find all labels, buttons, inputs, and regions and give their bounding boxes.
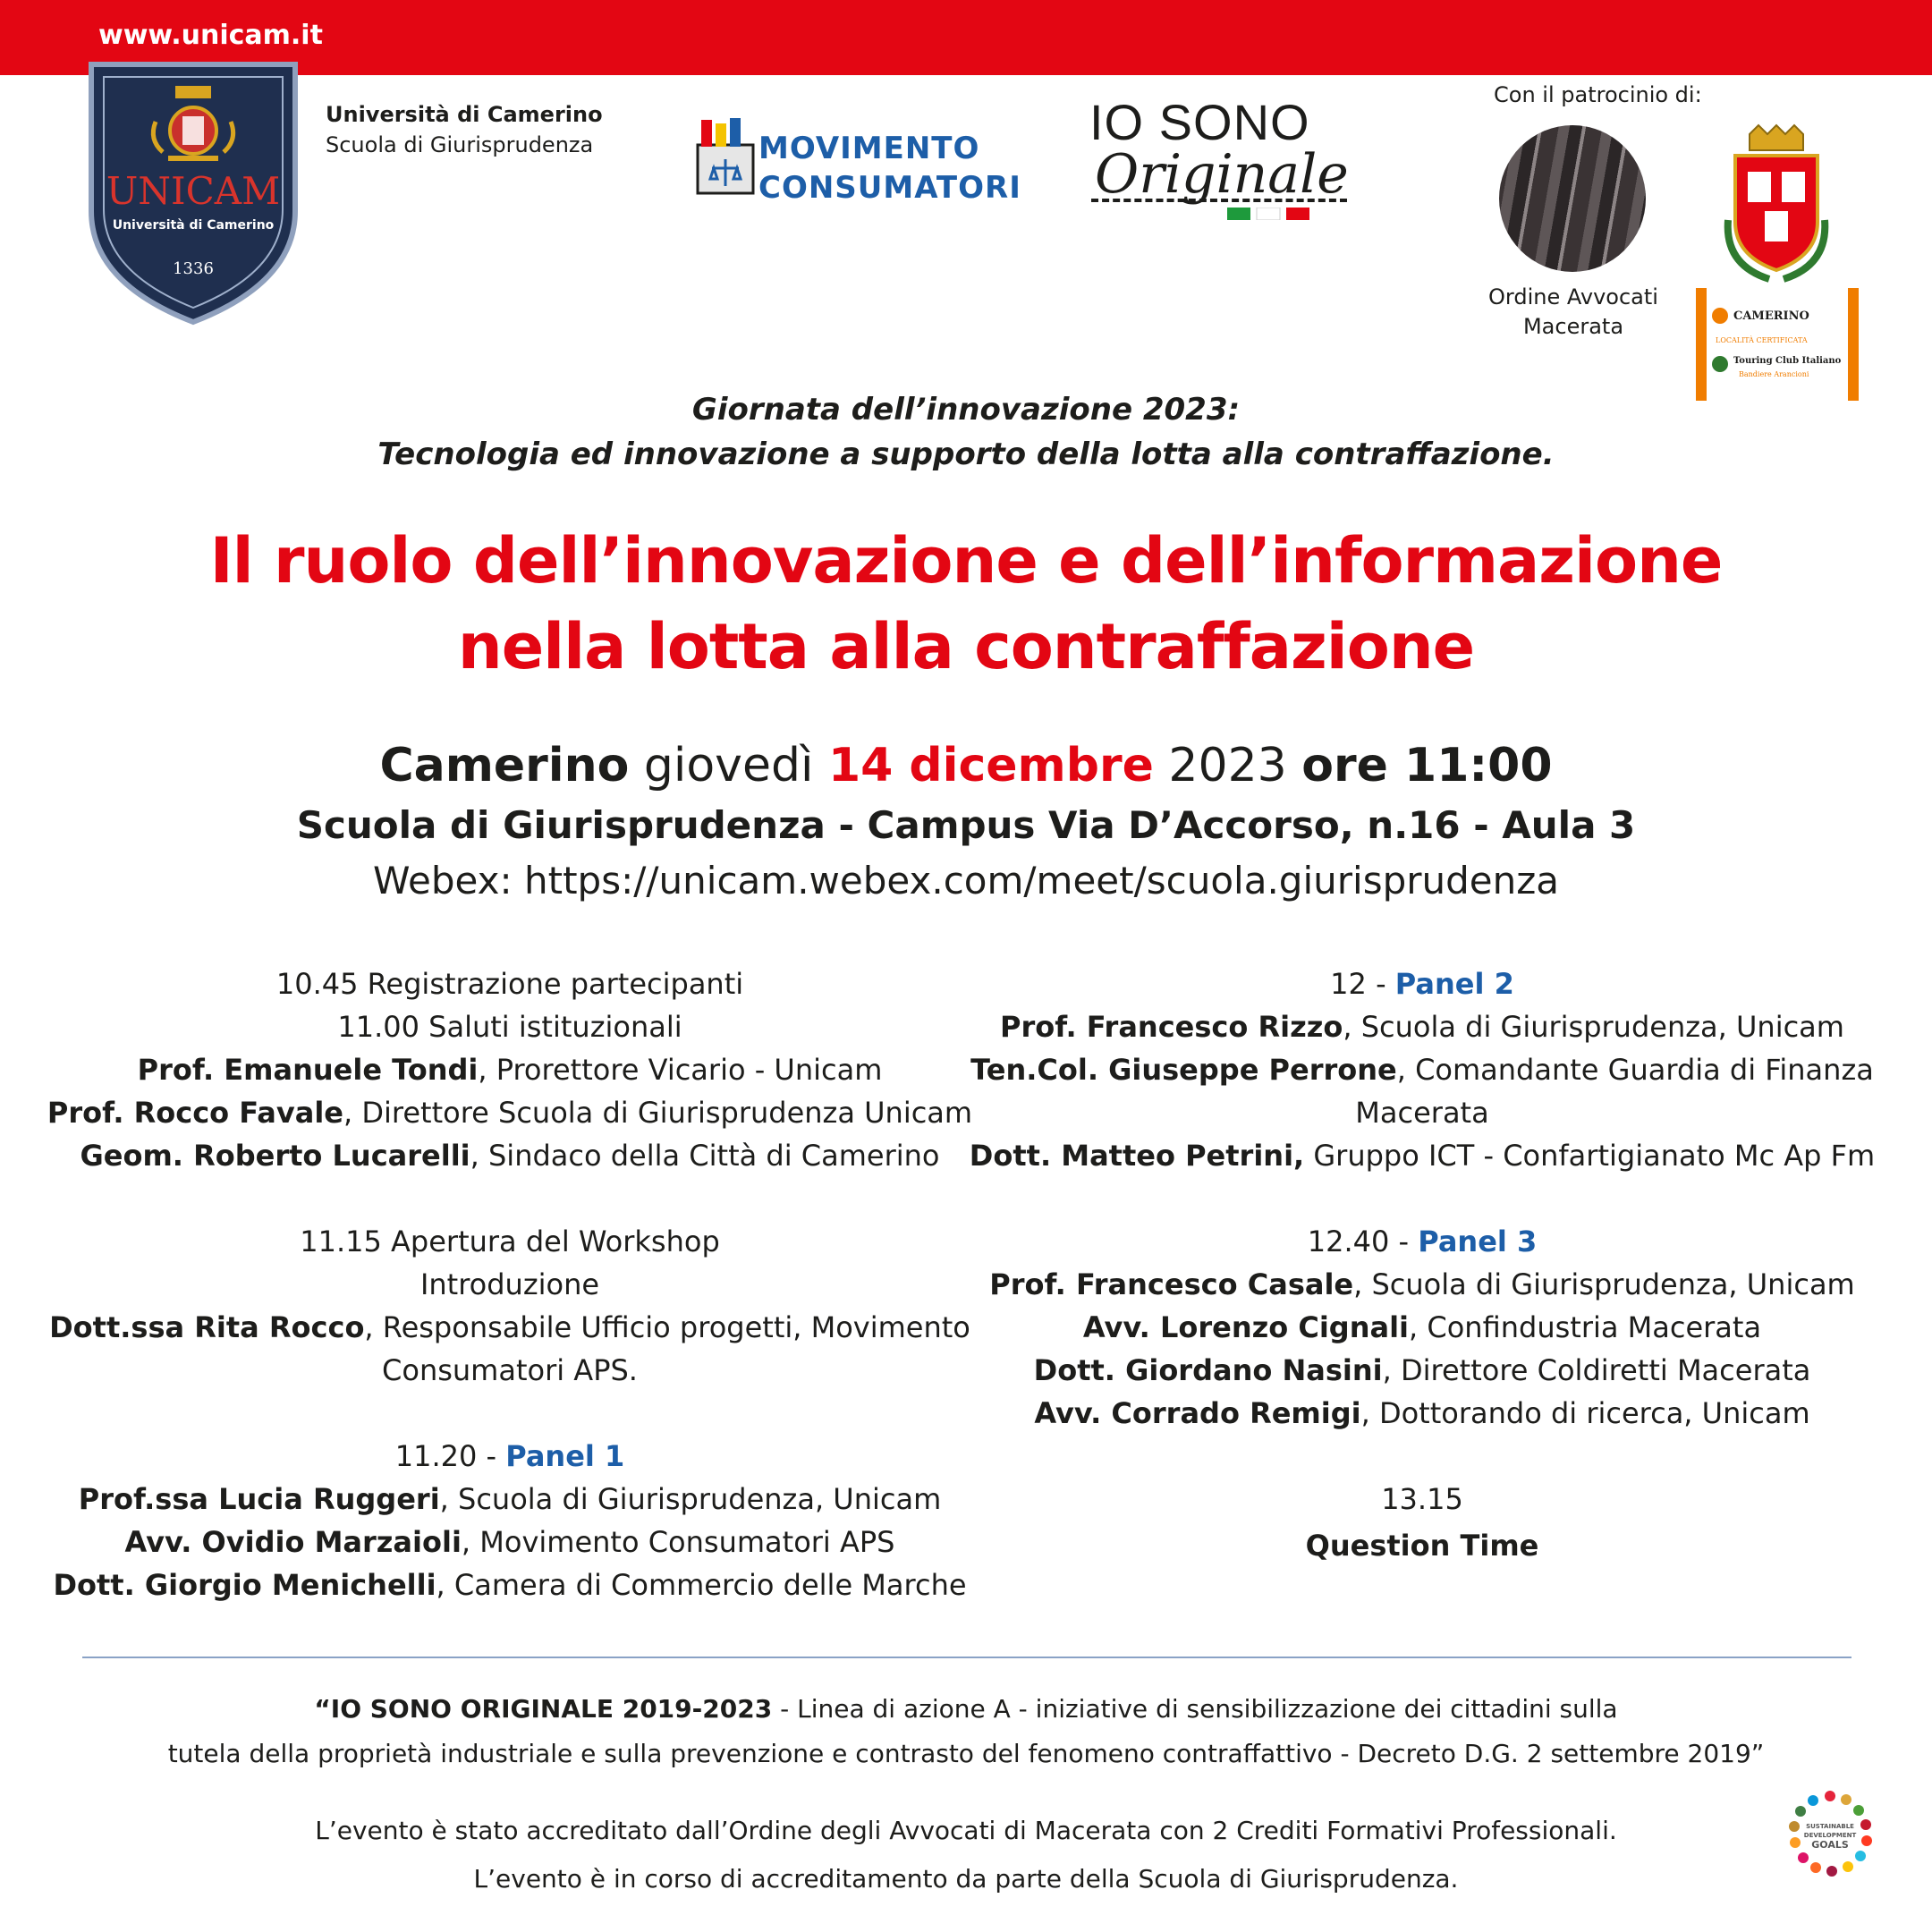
- speaker-name: Panel 2: [1394, 967, 1514, 1001]
- panel-1-heading: [18, 1435, 1002, 1478]
- italian-flag-icon: [1227, 208, 1309, 220]
- speaker-name: Prof. Francesco Rizzo: [1000, 1010, 1343, 1044]
- speaker-row: [18, 1091, 1002, 1134]
- unicam-logo-name: UNICAM: [106, 169, 281, 213]
- speaker-name: Panel 3: [1418, 1224, 1538, 1258]
- sdg-wheel-icon: [1785, 1789, 1875, 1878]
- speaker-role: , Prorettore Vicario - Unicam: [478, 1053, 883, 1087]
- panel-3-heading: [930, 1220, 1914, 1263]
- footer-quote-bold: “IO SONO ORIGINALE 2019-2023: [314, 1694, 773, 1724]
- speaker-name: Prof. Emanuele Tondi: [137, 1053, 479, 1087]
- speaker-name: Dott. Giordano Nasini: [1033, 1353, 1383, 1387]
- event-title-2: nella lotta alla contraffazione: [457, 610, 1475, 683]
- speaker-name: Dott.ssa Rita Rocco: [49, 1310, 365, 1344]
- event-city: Camerino: [379, 739, 630, 792]
- speaker-row: [18, 1521, 1002, 1563]
- speaker-row: [930, 1263, 1914, 1306]
- speaker-role: , Confindustria Macerata: [1409, 1310, 1762, 1344]
- footer-accreditation-1: L’evento è stato accreditato dall’Ordine degli Avvocati di Macerata con 2 Crediti Formativi Professionali.: [315, 1816, 1617, 1845]
- speaker-row: [930, 1134, 1914, 1177]
- apertura-item: 11.15 Apertura del Workshop: [300, 1224, 720, 1258]
- saluti-item: 11.00 Saluti istituzionali: [337, 1010, 682, 1044]
- speaker-role: , Scuola di Giurisprudenza, Unicam: [1343, 1010, 1844, 1044]
- speaker-role: , Camera di Commercio delle Marche: [436, 1568, 967, 1602]
- speaker-role: , Responsabile Ufficio progetti, Movimento: [364, 1310, 970, 1344]
- io-sono-logo-line1: IO SONO: [1089, 94, 1310, 150]
- event-time: ore 11:00: [1301, 739, 1553, 792]
- speaker-row: [930, 1349, 1914, 1392]
- event-weekday: giovedì: [643, 739, 814, 792]
- speaker-role: , Scuola di Giurisprudenza, Unicam: [1353, 1267, 1855, 1301]
- speaker-role: Gruppo ICT - Confartigianato Mc Ap Fm: [1304, 1139, 1876, 1173]
- program-right-column: [930, 962, 1914, 1567]
- speaker-row: [930, 1306, 1914, 1349]
- university-name: Università di Camerino: [326, 102, 603, 127]
- speaker-role: , Direttore Scuola di Giurisprudenza Unicam: [343, 1096, 973, 1130]
- io-sono-dashed-line: [1091, 199, 1347, 202]
- touring-club-icon: [1712, 356, 1728, 372]
- event-location: Scuola di Giurisprudenza - Campus Via D’Accorso, n.16 - Aula 3: [296, 803, 1636, 847]
- camerino-crest-icon: [1716, 122, 1837, 283]
- footer-quote-line1: [0, 1694, 1932, 1724]
- speaker-row: [930, 1005, 1914, 1048]
- unicam-logo-year: 1336: [173, 259, 214, 278]
- speaker-role: , Sindaco della Città di Camerino: [470, 1139, 940, 1173]
- speaker-row: [18, 1563, 1002, 1606]
- speaker-name: Prof.ssa Lucia Ruggeri: [78, 1482, 440, 1516]
- sign-flags: Bandiere Arancioni: [1739, 370, 1809, 378]
- speaker-role: 12.40 -: [1307, 1224, 1419, 1258]
- footer-quote-line2: tutela della proprietà industriale e sulla prevenzione e contrasto del fenomeno contraffattivo - Decreto D.G. 2 settembre 2019”: [167, 1739, 1765, 1768]
- speaker-name: Geom. Roberto Lucarelli: [80, 1139, 470, 1173]
- speaker-role: , Comandante Guardia di Finanza: [1396, 1053, 1874, 1087]
- speaker-row: [930, 1048, 1914, 1091]
- speaker-name: Panel 1: [505, 1439, 625, 1473]
- speaker-role: , Scuola di Giurisprudenza, Unicam: [439, 1482, 942, 1516]
- event-year: 2023: [1168, 739, 1287, 792]
- event-date-line: [0, 739, 1932, 792]
- speaker-name: Avv. Corrado Remigi: [1034, 1396, 1361, 1430]
- university-school: Scuola di Giurisprudenza: [326, 132, 594, 157]
- speaker-row-cont: Consumatori APS.: [382, 1353, 638, 1387]
- website-url[interactable]: www.unicam.it: [98, 20, 323, 51]
- speaker-role: , Movimento Consumatori APS: [461, 1525, 895, 1559]
- speaker-role: , Dottorando di ricerca, Unicam: [1360, 1396, 1810, 1430]
- movimento-line1: MOVIMENTO: [758, 131, 980, 166]
- ordine-avvocati-logo: [1499, 125, 1646, 272]
- speaker-name: Avv. Ovidio Marzaioli: [124, 1525, 462, 1559]
- question-time-label: Question Time: [1305, 1529, 1539, 1563]
- footer-divider: [82, 1657, 1852, 1658]
- speaker-row: [18, 1134, 1002, 1177]
- sign-city: CAMERINO: [1733, 309, 1809, 323]
- sdg-line2: DEVELOPMENT: [1803, 1832, 1857, 1839]
- speaker-role: 12 -: [1330, 967, 1395, 1001]
- speaker-role: , Direttore Coldiretti Macerata: [1382, 1353, 1811, 1387]
- movimento-line2: CONSUMATORI: [758, 170, 1021, 206]
- movimento-consumatori-logo: [758, 129, 1021, 208]
- movimento-consumatori-icon: [694, 114, 757, 197]
- speaker-row-cont: Macerata: [1355, 1096, 1489, 1130]
- speaker-name: Prof. Francesco Casale: [989, 1267, 1354, 1301]
- footer-accreditation-2: L’evento è in corso di accreditamento da parte della Scuola di Giurisprudenza.: [473, 1864, 1459, 1894]
- bandiere-arancioni-sign: [1696, 288, 1859, 401]
- event-subtitle-1: Giornata dell’innovazione 2023:: [691, 392, 1241, 428]
- panel-2-heading: [930, 962, 1914, 1005]
- speaker-name: Dott. Giorgio Menichelli: [53, 1568, 436, 1602]
- speaker-role: 11.20 -: [394, 1439, 506, 1473]
- footer-quote-rest: - Linea di azione A - iniziative di sensibilizzazione dei cittadini sulla: [772, 1694, 1618, 1724]
- speaker-name: Ten.Col. Giuseppe Perrone: [970, 1053, 1397, 1087]
- event-webex-link[interactable]: Webex: https://unicam.webex.com/meet/scuola.giurisprudenza: [372, 859, 1560, 902]
- sdg-line1: SUSTAINABLE: [1806, 1823, 1854, 1830]
- program-left-column: [18, 962, 1002, 1606]
- ordine-line1: Ordine Avvocati: [1488, 284, 1658, 309]
- io-sono-logo-line2: Originale: [1095, 143, 1349, 206]
- speaker-row: [18, 1306, 1002, 1349]
- patrocinio-label: Con il patrocinio di:: [1494, 82, 1702, 107]
- speaker-name: Prof. Rocco Favale: [47, 1096, 343, 1130]
- unicam-shield-logo: [86, 59, 301, 327]
- speaker-row: [18, 1478, 1002, 1521]
- event-subtitle-2: Tecnologia ed innovazione a supporto della lotta alla contraffazione.: [377, 436, 1555, 472]
- sign-cert: LOCALITÀ CERTIFICATA: [1716, 336, 1808, 344]
- ordine-avvocati-caption: [1467, 283, 1680, 342]
- orange-flag-icon: [1712, 308, 1728, 324]
- intro-item: Introduzione: [419, 1267, 600, 1301]
- sdg-line3: GOALS: [1811, 1839, 1849, 1851]
- speaker-row: [18, 1048, 1002, 1091]
- sign-club: Touring Club Italiano: [1733, 356, 1842, 366]
- question-time-time: 13.15: [1381, 1482, 1463, 1516]
- speaker-name: Avv. Lorenzo Cignali: [1082, 1310, 1410, 1344]
- registration-item: 10.45 Registrazione partecipanti: [275, 967, 744, 1001]
- speaker-row: [930, 1392, 1914, 1435]
- event-date: 14 dicembre: [827, 739, 1154, 792]
- speaker-name: Dott. Matteo Petrini,: [969, 1139, 1305, 1173]
- unicam-logo-sub: Università di Camerino: [112, 218, 275, 233]
- event-title-1: Il ruolo dell’innovazione e dell’informazione: [209, 524, 1723, 597]
- ordine-line2: Macerata: [1522, 314, 1624, 339]
